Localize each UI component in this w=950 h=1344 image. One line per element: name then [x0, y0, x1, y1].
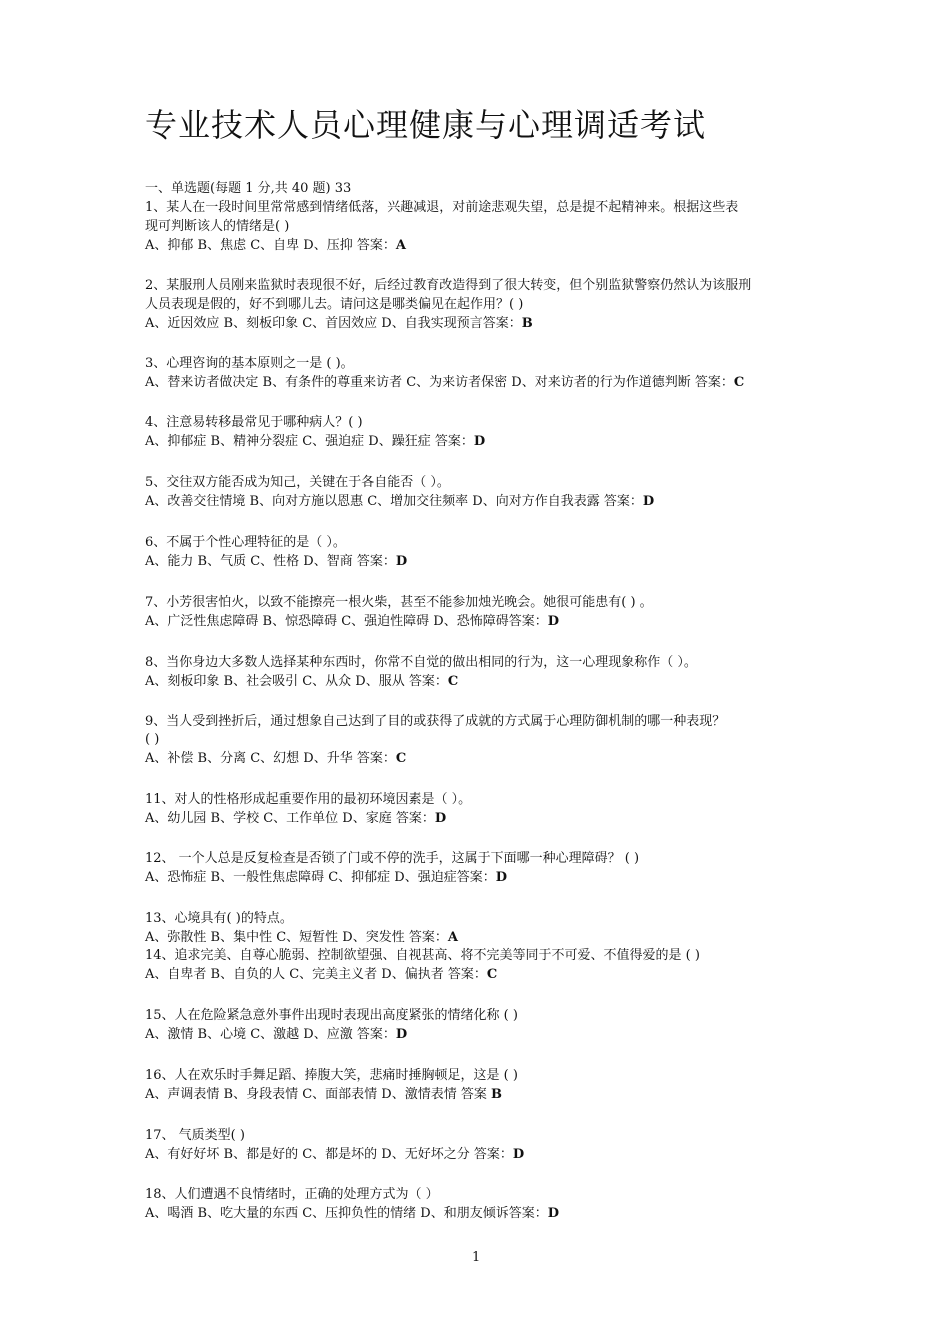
question-16-line-1: 16、人在欢乐时手舞足蹈、捧腹大笑，悲痛时捶胸顿足，这是 ( )	[145, 1068, 518, 1083]
answer: D	[395, 1027, 408, 1042]
answer: D	[547, 614, 559, 629]
question-2-line-2: 人员表现是假的，好不到哪儿去。请问这是哪类偏见在起作用？( )	[145, 297, 524, 312]
answer: D	[395, 554, 408, 569]
options-text: A、有好好坏 B、都是好的 C、都是坏的 D、无好坏之分 答案：	[145, 1147, 513, 1162]
options-text: A、声调表情 B、身段表情 C、面部表情 D、激情表情 答案	[145, 1087, 491, 1102]
question-13-options	[145, 929, 458, 947]
answer: C	[733, 375, 745, 390]
question-4-line-1: 4、注意易转移最常见于哪种病人？( )	[145, 415, 363, 430]
question-17-options	[145, 1146, 524, 1164]
question-1-line-2: 现可判断该人的情绪是( )	[145, 219, 290, 234]
options-text: A、激情 B、心境 C、激越 D、应激 答案：	[145, 1027, 396, 1042]
options-text: A、喝酒 B、吃大量的东西 C、压抑负性的情绪 D、和朋友倾诉答案：	[145, 1206, 548, 1221]
question-13-line-1: 13、心境具有( )的特点。	[145, 911, 293, 926]
question-2-options	[145, 315, 533, 333]
question-8-line-1: 8、当你身边大多数人选择某种东西时，你常不自觉的做出相同的行为，这一心理现象称作（ ）。	[145, 655, 697, 670]
question-8-options	[145, 673, 458, 691]
answer: B	[490, 1087, 502, 1102]
answer: C	[447, 674, 459, 689]
question-3-options	[145, 374, 744, 392]
answer: D	[547, 1206, 559, 1221]
question-14-options	[145, 966, 497, 984]
question-12-line-1: 12、 一个人总是反复检查是否锁了门或不停的洗手，这属于下面哪一种心理障碍？ ( )	[145, 851, 640, 866]
question-5-line-1: 5、交往双方能否成为知己，关键在于各自能否（ ）。	[145, 475, 450, 490]
options-text: A、近因效应 B、刻板印象 C、首因效应 D、自我实现预言答案：	[145, 316, 522, 331]
question-12-options	[145, 869, 507, 887]
options-text: A、自卑者 B、自负的人 C、完美主义者 D、偏执者 答案：	[145, 967, 487, 982]
options-text: A、抑郁症 B、精神分裂症 C、强迫症 D、躁狂症 答案：	[145, 434, 474, 449]
answer: C	[486, 967, 498, 982]
question-14-line-1: 14、追求完美、自尊心脆弱、控制欲望强、自视甚高、将不完美等同于不可爱、不值得爱的是 ( )	[145, 948, 700, 963]
options-text: A、刻板印象 B、社会吸引 C、从众 D、服从 答案：	[145, 674, 448, 689]
question-18-options	[145, 1205, 559, 1223]
options-text: A、广泛性焦虑障碍 B、惊恐障碍 C、强迫性障碍 D、恐怖障碍答案：	[145, 614, 548, 629]
answer: D	[434, 811, 447, 826]
question-17-line-1: 17、 气质类型( )	[145, 1128, 245, 1143]
answer: D	[642, 494, 655, 509]
question-2-line-1: 2、某服刑人员刚来监狱时表现很不好，后经过教育改造得到了很大转变，但个别监狱警察仍然认为该服刑	[145, 278, 752, 293]
answer: A	[395, 238, 406, 253]
answer: D	[512, 1147, 525, 1162]
question-18-line-1: 18、人们遭遇不良情绪时，正确的处理方式为（ ）	[145, 1187, 439, 1202]
options-text: A、弥散性 B、集中性 C、短暂性 D、突发性 答案：	[145, 930, 448, 945]
options-text: A、替来访者做决定 B、有条件的尊重来访者 C、为来访者保密 D、对来访者的行为作道德判断 答案：	[145, 375, 734, 390]
options-text: A、能力 B、气质 C、性格 D、智商 答案：	[145, 554, 396, 569]
options-text: A、补偿 B、分离 C、幻想 D、升华 答案：	[145, 751, 396, 766]
options-text: A、改善交往情境 B、向对方施以恩惠 C、增加交往频率 D、向对方作自我表露 答案：	[145, 494, 643, 509]
question-4-options	[145, 433, 485, 451]
question-16-options	[145, 1086, 502, 1104]
question-3-line-1: 3、心理咨询的基本原则之一是 ( )。	[145, 356, 354, 371]
options-text: A、恐怖症 B、一般性焦虑障碍 C、抑郁症 D、强迫症答案：	[145, 870, 496, 885]
question-9-options	[145, 750, 406, 768]
answer: D	[473, 434, 486, 449]
question-6-options	[145, 553, 407, 571]
answer: D	[495, 870, 507, 885]
question-7-line-1: 7、小芳很害怕火，以致不能擦亮一根火柴，甚至不能参加烛光晚会。她很可能患有( ) 。	[145, 595, 653, 610]
question-15-line-1: 15、人在危险紧急意外事件出现时表现出高度紧张的情绪化称 ( )	[145, 1008, 518, 1023]
question-9-line-2: ( )	[145, 732, 160, 747]
question-11-line-1: 11、对人的性格形成起重要作用的最初环境因素是（ ）。	[145, 792, 472, 807]
question-5-options	[145, 493, 654, 511]
answer: C	[395, 751, 407, 766]
answer: B	[521, 316, 533, 331]
question-1-options	[145, 237, 406, 255]
question-1-line-1: 1、某人在一段时间里常常感到情绪低落，兴趣减退，对前途悲观失望，总是提不起精神来。根据这些表	[145, 200, 739, 215]
question-15-options	[145, 1026, 407, 1044]
question-11-options	[145, 810, 446, 828]
options-text: A、抑郁 B、焦虑 C、自卑 D、压抑 答案：	[145, 238, 396, 253]
options-text: A、幼儿园 B、学校 C、工作单位 D、家庭 答案：	[145, 811, 435, 826]
answer: A	[447, 930, 458, 945]
page-number: 1	[472, 1250, 481, 1265]
question-6-line-1: 6、不属于个性心理特征的是（ ）。	[145, 535, 346, 550]
question-7-options	[145, 613, 559, 631]
section-header: 一、单选题(每题 1 分,共 40 题) 33	[145, 181, 352, 196]
question-9-line-1: 9、当人受到挫折后，通过想象自己达到了目的或获得了成就的方式属于心理防御机制的哪一种表现？	[145, 714, 726, 729]
document-title: 专业技术人员心理健康与心理调适考试	[145, 106, 707, 144]
